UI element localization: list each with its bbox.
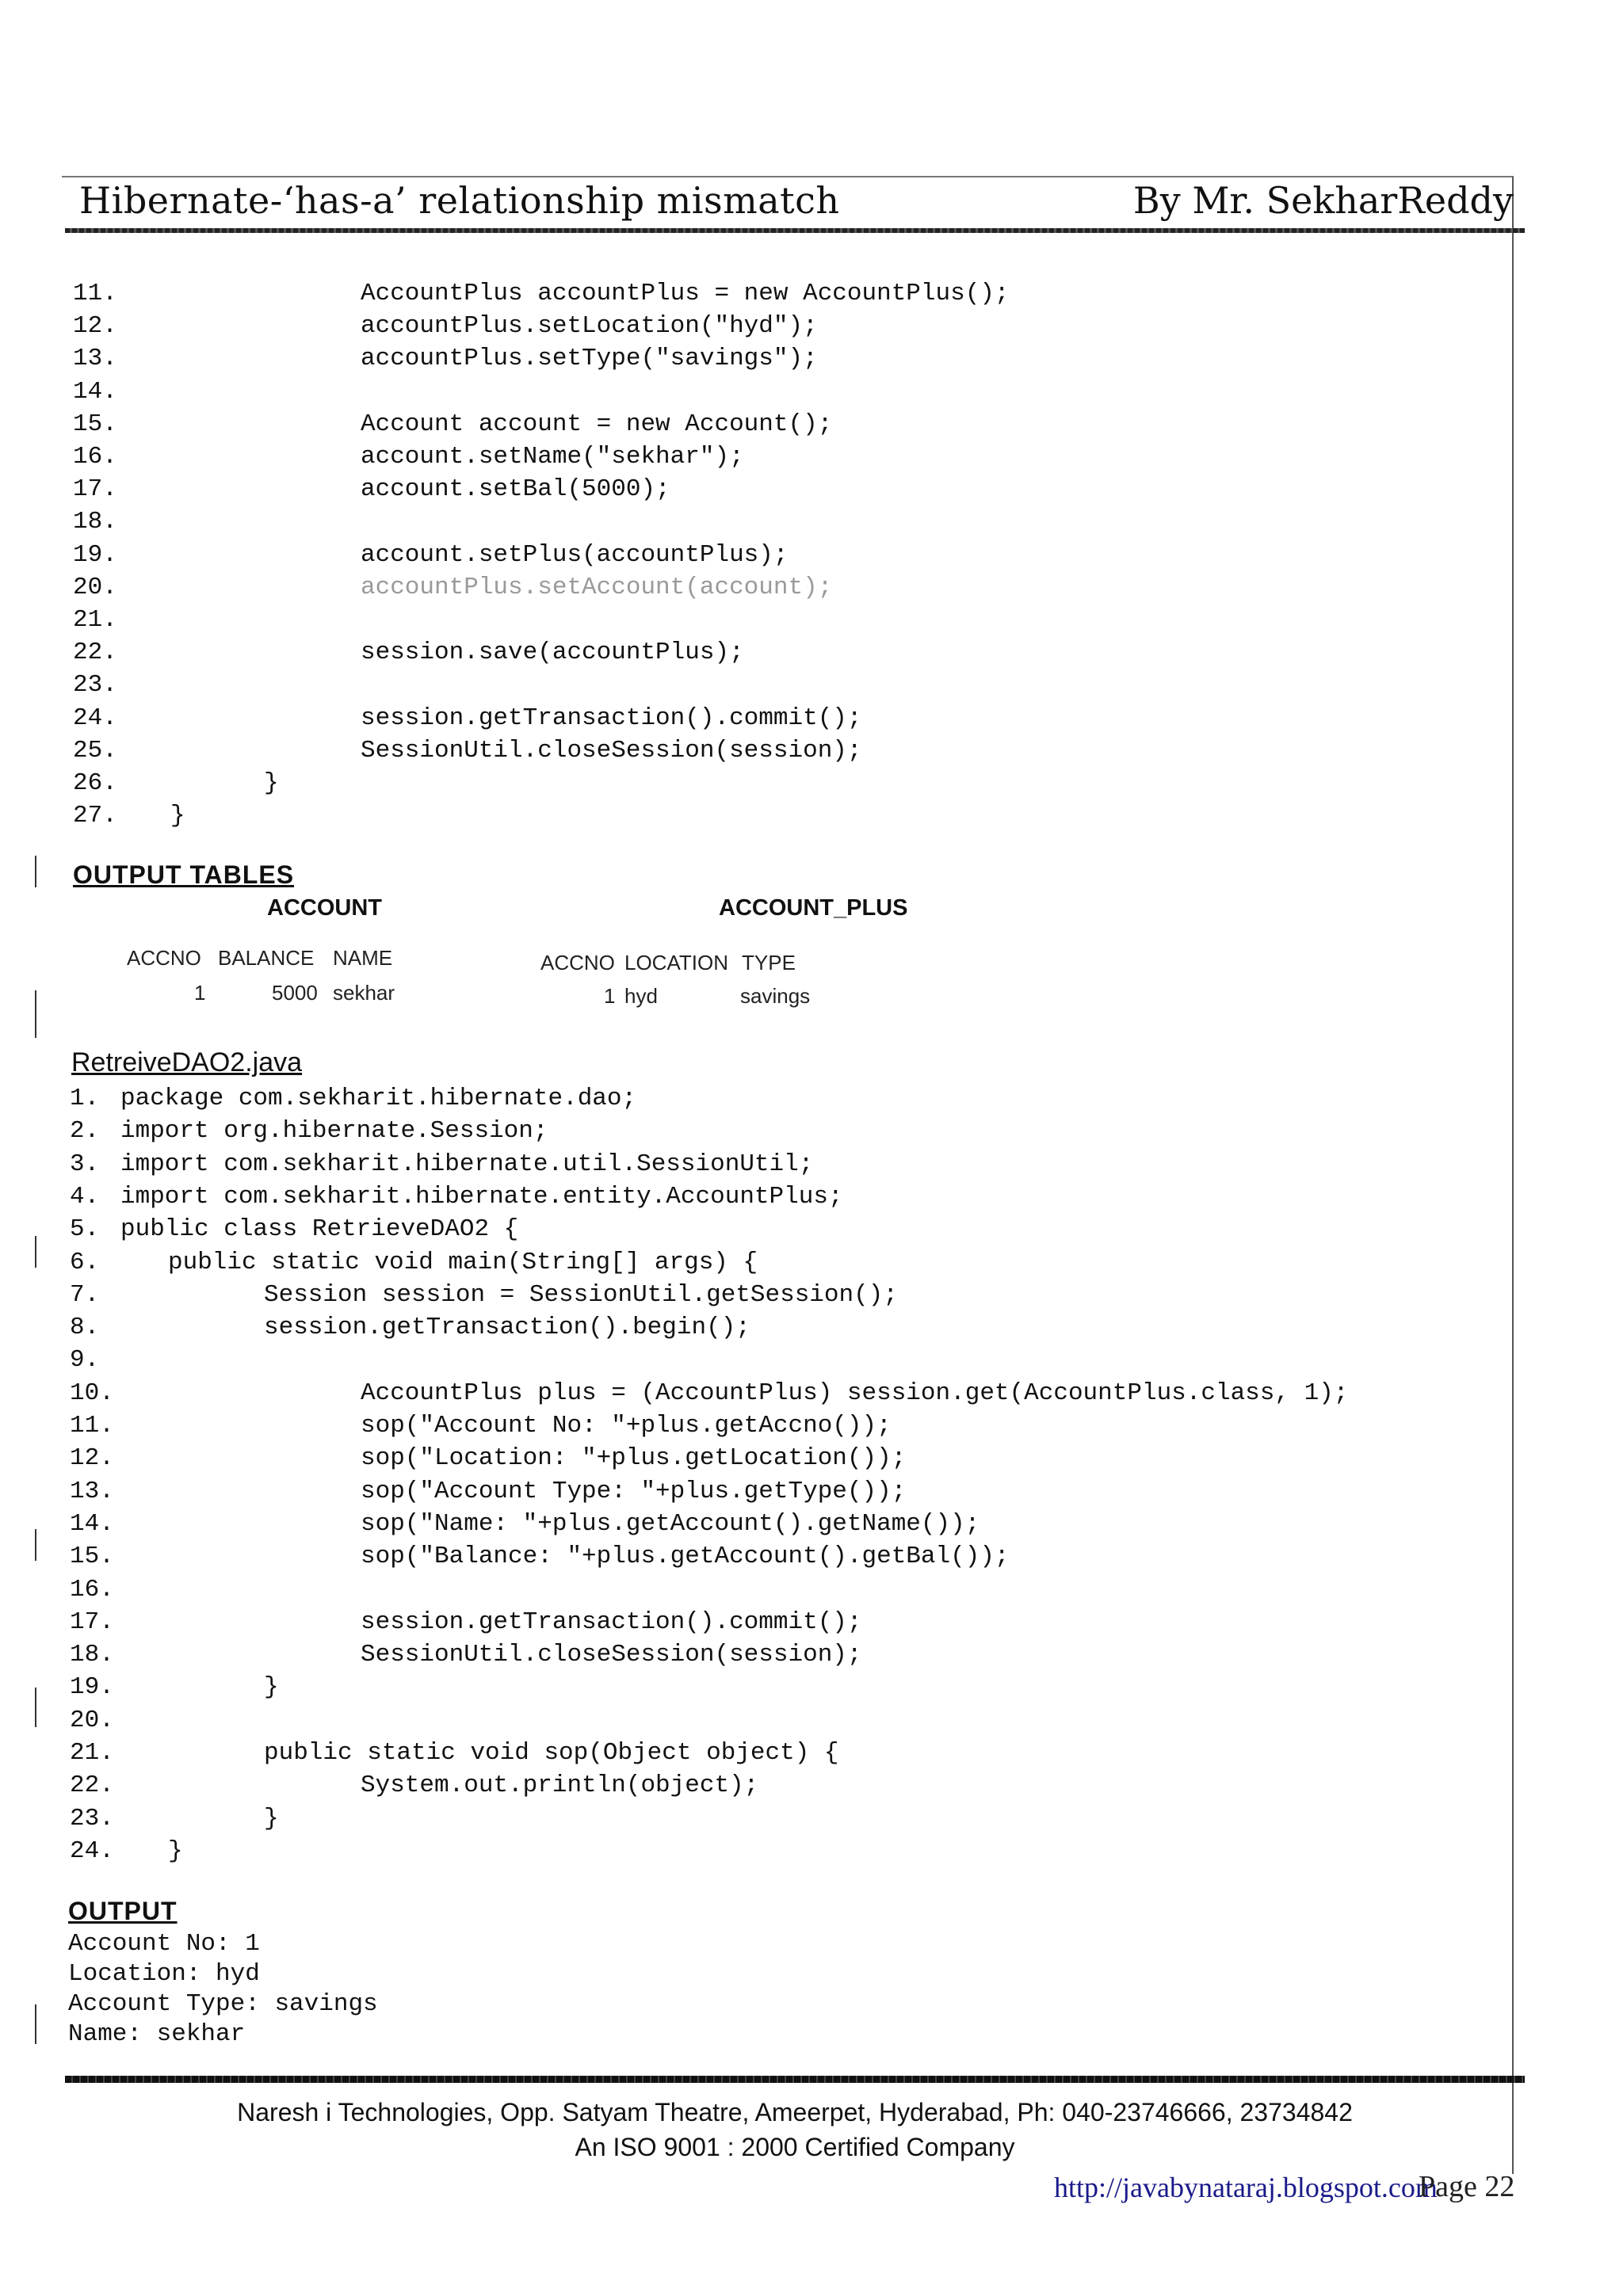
code-text: accountPlus.setLocation("hyd"); [361,312,818,341]
code-text: sop("Balance: "+plus.getAccount().getBal()); [361,1543,1010,1571]
line-number: 17. [70,1608,114,1636]
margin-mark [35,2004,36,2044]
margin-mark [35,1529,36,1561]
footer-url-link[interactable]: http://javabynataraj.blogspot.com [1054,2172,1438,2203]
code-text: Account account = new Account(); [361,410,833,438]
table-cell: hyd [624,984,658,1008]
table-cell: sekhar [333,981,395,1005]
code-text: session.save(accountPlus); [361,639,744,667]
file-name-heading: RetreiveDAO2.java [71,1047,303,1077]
code-text: account.setName("sekhar"); [361,443,744,471]
code-text: sop("Account No: "+plus.getAccno()); [361,1412,892,1440]
line-number: 25. [73,736,117,765]
line-number: 7. [70,1280,100,1309]
line-number: 11. [70,1412,114,1440]
line-number: 14. [70,1509,114,1538]
line-number: 2. [70,1117,100,1146]
code-text: SessionUtil.closeSession(session); [361,736,862,765]
code-text: Session session = SessionUtil.getSession(); [264,1280,898,1309]
line-number: 5. [70,1215,100,1244]
account-table-title: ACCOUNT [267,895,382,921]
line-number: 1. [70,1085,100,1112]
code-text: accountPlus.setType("savings"); [361,345,818,373]
margin-mark [35,856,36,887]
code-text: accountPlus.setAccount(account); [361,573,833,601]
page-header [79,176,1514,231]
code-text: import org.hibernate.Session; [120,1117,548,1146]
code-text: import com.sekharit.hibernate.util.SessionUtil; [120,1150,814,1178]
code-text: } [168,1836,183,1865]
line-number: 16. [70,1575,114,1604]
line-number: 22. [73,639,117,667]
footer-address: Naresh i Technologies, Opp. Satyam Theatre, Ameerpet, Hyderabad, Ph: 040-23746666, 23734842 [237,2098,1353,2126]
output-line: Account No: 1 [68,1930,260,1958]
header-divider [65,228,1525,233]
page-number: Page 22 [1419,2170,1515,2203]
code-text: public static void sop(Object object) { [264,1739,839,1767]
table-header-cell: LOCATION [624,951,728,974]
output-heading: OUTPUT [68,1897,178,1925]
line-number: 14. [73,377,117,406]
code-text: } [264,769,279,797]
line-number: 8. [70,1314,100,1342]
line-number: 24. [70,1836,114,1865]
line-number: 10. [70,1379,114,1407]
code-text: } [264,1804,279,1833]
margin-mark [35,1688,36,1727]
table-header-cell: BALANCE [218,946,315,970]
code-text: SessionUtil.closeSession(session); [361,1641,862,1669]
line-number: 19. [70,1673,114,1702]
code-text: sop("Location: "+plus.getLocation()); [361,1444,907,1473]
line-number: 13. [70,1477,114,1505]
line-number: 24. [73,704,117,732]
line-number: 23. [73,671,117,700]
table-header-cell: NAME [333,946,393,970]
line-number: 11. [73,280,117,307]
line-number: 9. [70,1346,100,1375]
output-tables-heading: OUTPUT TABLES [73,860,295,889]
code-text: sop("Name: "+plus.getAccount().getName()); [361,1509,980,1538]
line-number: 15. [70,1543,114,1571]
line-number: 23. [70,1804,114,1833]
code-text: session.getTransaction().begin(); [264,1314,750,1342]
code-text: import com.sekharit.hibernate.entity.AccountPlus; [120,1182,843,1211]
line-number: 27. [73,802,117,830]
table-cell: savings [740,984,811,1008]
code-text: package com.sekharit.hibernate.dao; [120,1085,637,1112]
line-number: 15. [73,410,117,438]
output-line: Name: sekhar [68,2020,246,2048]
footer-certification: An ISO 9001 : 2000 Certified Company [575,2133,1015,2161]
code-text: } [170,802,185,830]
line-number: 20. [70,1706,114,1734]
line-number: 17. [73,475,117,504]
code-text: public class RetrieveDAO2 { [120,1215,519,1244]
line-number: 18. [73,508,117,536]
code-text: AccountPlus accountPlus = new AccountPlus(); [361,280,1010,307]
code-text: session.getTransaction().commit(); [361,704,862,732]
margin-mark [35,990,36,1038]
table-cell: 1 [604,984,616,1008]
output-line: Location: hyd [68,1960,260,1988]
line-number: 16. [73,443,117,471]
line-number: 12. [73,312,117,341]
code-text: sop("Account Type: "+plus.getType()); [361,1477,907,1505]
output-line: Account Type: savings [68,1990,378,2018]
code-text: public static void main(String[] args) { [168,1248,758,1276]
margin-mark [35,1236,36,1268]
line-number: 21. [70,1739,114,1767]
line-number: 21. [73,606,117,634]
line-number: 20. [73,573,117,601]
table-header-cell: ACCNO [127,946,201,970]
author-name: By Mr. SekharReddy [1132,179,1514,222]
line-number: 19. [73,540,117,569]
line-number: 3. [70,1150,100,1178]
table-cell: 1 [194,981,206,1005]
footer-divider [65,2076,1525,2083]
table-header-cell: ACCNO [540,951,615,974]
line-number: 26. [73,769,117,797]
code-text: account.setBal(5000); [361,475,670,504]
line-number: 12. [70,1444,114,1473]
table-cell: 5000 [272,981,318,1005]
line-number: 4. [70,1182,100,1211]
code-text: } [264,1673,279,1702]
line-number: 22. [70,1772,114,1800]
code-text: account.setPlus(accountPlus); [361,540,789,569]
page-title: Hibernate-‘has-a’ relationship mismatch [79,179,840,222]
line-number: 13. [73,345,117,373]
code-text: AccountPlus plus = (AccountPlus) session.get(AccountPlus.class, 1); [361,1379,1349,1407]
account-plus-table-title: ACCOUNT_PLUS [719,895,908,921]
code-text: session.getTransaction().commit(); [361,1608,862,1636]
code-text: System.out.println(object); [361,1772,759,1800]
line-number: 18. [70,1641,114,1669]
line-number: 6. [70,1248,100,1276]
table-header-cell: TYPE [742,951,796,974]
